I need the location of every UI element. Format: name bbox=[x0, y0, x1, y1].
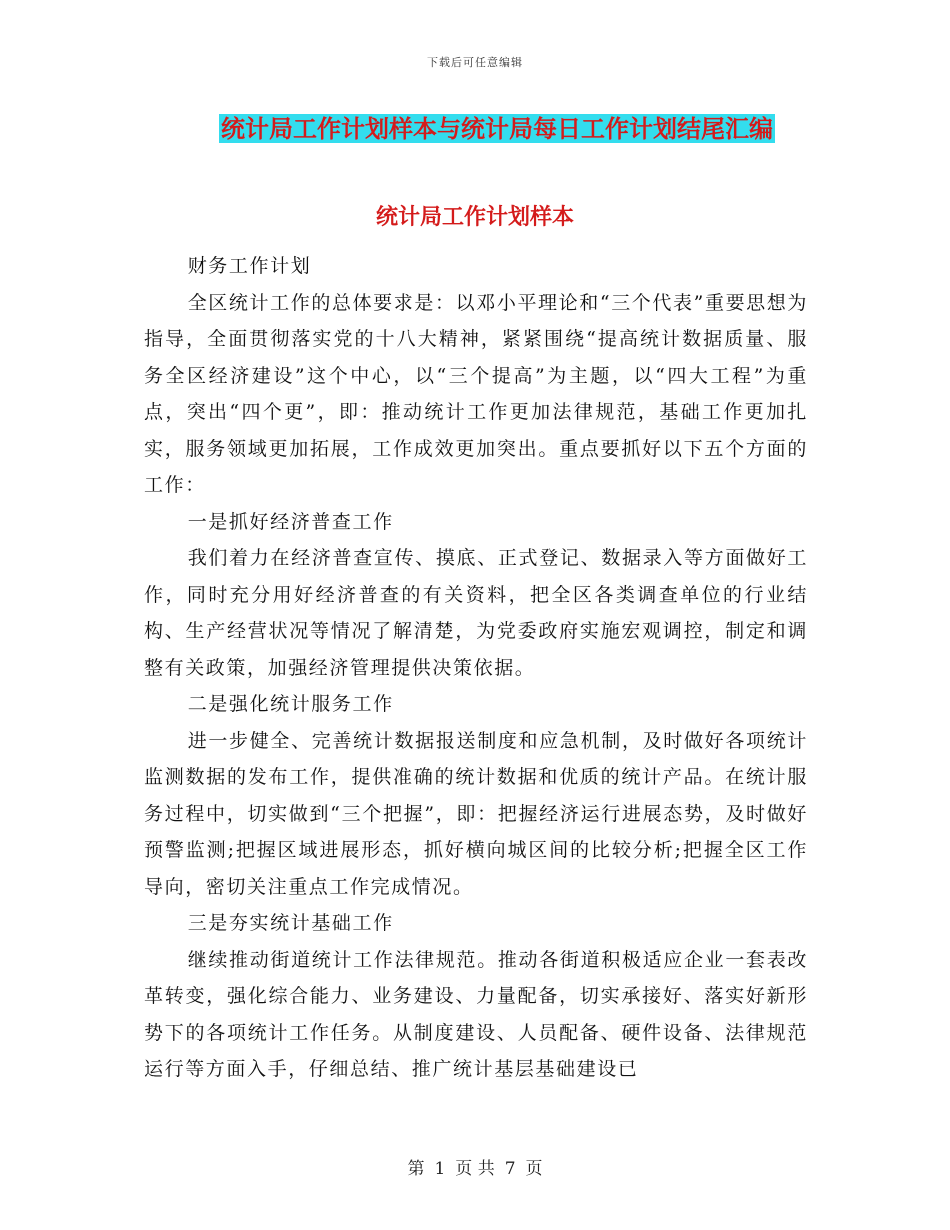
paragraph-service: 进一步健全、完善统计数据报送制度和应急机制，及时做好各项统计监测数据的发布工作，提供准确的统计数据和优质的统计产品。在统计服务过程中，切实做到“三个把握”，即：把握经济运行进展态势，及时做好预警监测;把握区域进展形态，抓好横向城区间的比较分析;把握全区工作导向，密切关注重点工作完成情况。 bbox=[144, 729, 808, 898]
footer-prefix: 第 bbox=[407, 1159, 425, 1179]
footer-mid: 页 共 bbox=[455, 1159, 495, 1179]
paragraph-heading-1: 一是抓好经济普查工作 bbox=[187, 510, 394, 533]
paragraph-census: 我们着力在经济普查宣传、摸底、正式登记、数据录入等方面做好工作，同时充分用好经济普查的有关资料，把全区各类调查单位的行业结构、生产经营状况等情况了解清楚，为党委政府实施宏观调控，制定和调整有关政策，加强经济管理提供决策依据。 bbox=[144, 547, 808, 679]
paragraph-heading-2: 二是强化统计服务工作 bbox=[187, 693, 394, 715]
main-title bbox=[192, 112, 802, 146]
footer-suffix: 页 bbox=[525, 1159, 543, 1179]
main-title-text: 统计局工作计划样本与统计局每日工作计划结尾汇编 bbox=[221, 114, 773, 143]
paragraph-heading-3: 三是夯实统计基础工作 bbox=[187, 912, 394, 934]
footer-page-number: 1 bbox=[434, 1159, 446, 1179]
document-body bbox=[144, 248, 808, 1088]
paragraph-foundation: 继续推动街道统计工作法律规范。推动各街道积极适应企业一套表改革转变，强化综合能力、业务建设、力量配备，切实承接好、落实好新形势下的各项统计工作任务。从制度建设、人员配备、硬件设备、法律规范运行等方面入手，仔细总结、推广统计基层基础建设已 bbox=[144, 948, 808, 1080]
page-footer bbox=[0, 1154, 950, 1179]
section-title: 统计局工作计划样本 bbox=[375, 204, 574, 230]
footer-total-pages: 7 bbox=[504, 1159, 516, 1179]
paragraph-overview: 全区统计工作的总体要求是：以邓小平理论和“三个代表”重要思想为指导，全面贯彻落实党的十八大精神，紧紧围绕“提高统计数据质量、服务全区经济建设”这个中心，以“三个提高”为主题，以“四大工程”为重点，突出“四个更”，即：推动统计工作更加法律规范，基础工作更加扎实，服务领域更加拓展，工作成效更加突出。重点要抓好以下五个方面的工作： bbox=[144, 291, 808, 496]
paragraph-heading-finance: 财务工作计划 bbox=[187, 255, 312, 277]
header-note: 下载后可任意编辑 bbox=[427, 56, 523, 69]
